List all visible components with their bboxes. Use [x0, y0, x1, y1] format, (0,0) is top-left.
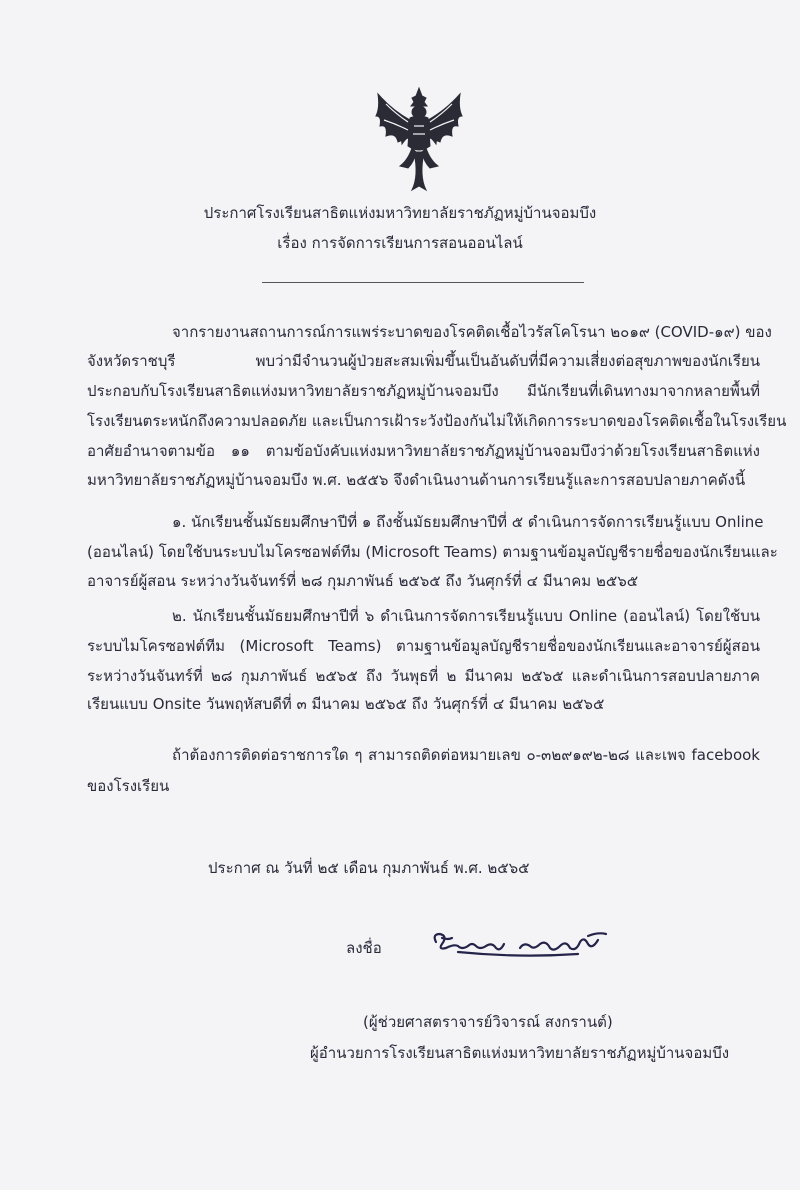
- item2-line: ระบบไมโครซอฟต์ทีม (Microsoft Teams) ตามฐานข้อมูลบัญชีรายชื่อของนักเรียนและอาจารย์ผู้สอน: [87, 637, 760, 655]
- announcement-date: ประกาศ ณ วันที่ ๒๕ เดือน กุมภาพันธ์ พ.ศ. ๒๕๖๕: [208, 859, 530, 877]
- item2-line: เรียนแบบ Onsite วันพฤหัสบดีที่ ๓ มีนาคม ๒๕๖๕ ถึง วันศุกร์ที่ ๔ มีนาคม ๒๕๖๕: [87, 695, 605, 713]
- item2-line: ๒. นักเรียนชั้นมัธยมศึกษาปีที่ ๖ ดำเนินการจัดการเรียนรู้แบบ Online (ออนไลน์) โดยใช้บน: [172, 607, 760, 625]
- sign-label: ลงชื่อ: [346, 939, 382, 957]
- intro-line: โรงเรียนตระหนักถึงความปลอดภัย และเป็นการเฝ้าระวังป้องกันไม่ให้เกิดการระบาดของโรคติดเชื้อในโรงเรียน: [87, 412, 787, 430]
- announcement-subject: เรื่อง การจัดการเรียนการสอนออนไลน์: [277, 234, 523, 252]
- intro-line: อาศัยอำนาจตามข้อ ๑๑ ตามข้อบังคับแห่งมหาวิทยาลัยราชภัฏหมู่บ้านจอมบึงว่าด้วยโรงเรียนสาธิตแห่ง: [87, 442, 760, 460]
- intro-line: มหาวิทยาลัยราชภัฏหมู่บ้านจอมบึง พ.ศ. ๒๕๕๖ จึงดำเนินงานด้านการเรียนรู้และการสอบปลายภาคดังนี้: [87, 471, 746, 489]
- garuda-emblem-icon: [372, 86, 466, 194]
- header-divider: [262, 282, 584, 283]
- item2-line: ระหว่างวันจันทร์ที่ ๒๘ กุมภาพันธ์ ๒๕๖๕ ถึง วันพุธที่ ๒ มีนาคม ๒๕๖๕ และดำเนินการสอบปลายภาค: [87, 667, 760, 685]
- contact-line: ถ้าต้องการติดต่อราชการใด ๆ สามารถติดต่อหมายเลข ๐-๓๒๙๑๙๒-๒๘ และเพจ facebook: [172, 746, 760, 764]
- contact-line: ของโรงเรียน: [87, 777, 170, 795]
- item1-line: (ออนไลน์) โดยใช้บนระบบไมโครซอฟต์ทีม (Microsoft Teams) ตามฐานข้อมูลบัญชีรายชื่อของนักเรียนและ: [87, 543, 778, 561]
- item1-line: อาจารย์ผู้สอน ระหว่างวันจันทร์ที่ ๒๘ กุมภาพันธ์ ๒๕๖๕ ถึง วันศุกร์ที่ ๔ มีนาคม ๒๕๖๕: [87, 572, 639, 590]
- announcement-title: ประกาศโรงเรียนสาธิตแห่งมหาวิทยาลัยราชภัฏหมู่บ้านจอมบึง: [203, 204, 597, 222]
- item1-line: ๑. นักเรียนชั้นมัธยมศึกษาปีที่ ๑ ถึงชั้นมัธยมศึกษาปีที่ ๕ ดำเนินการจัดการเรียนรู้แบบ Online: [172, 513, 764, 531]
- intro-line: จากรายงานสถานการณ์การแพร่ระบาดของโรคติดเชื้อไวรัสโคโรนา ๒๐๑๙ (COVID-๑๙) ของ: [172, 323, 772, 341]
- handwritten-signature-icon: [428, 928, 614, 964]
- intro-line: ประกอบกับโรงเรียนสาธิตแห่งมหาวิทยาลัยราชภัฏหมู่บ้านจอมบึง มีนักเรียนที่เดินทางมาจากหลายพื้นที่: [87, 382, 760, 400]
- intro-line: จังหวัดราชบุรี พบว่ามีจำนวนผู้ป่วยสะสมเพิ่มขึ้นเป็นอันดับที่มีความเสี่ยงต่อสุขภาพของนักเรียน: [87, 352, 760, 370]
- signer-position: ผู้อำนวยการโรงเรียนสาธิตแห่งมหาวิทยาลัยราชภัฏหมู่บ้านจอมบึง: [310, 1044, 730, 1062]
- signer-name: (ผู้ช่วยศาสตราจารย์วิจารณ์ สงกรานต์): [363, 1013, 613, 1031]
